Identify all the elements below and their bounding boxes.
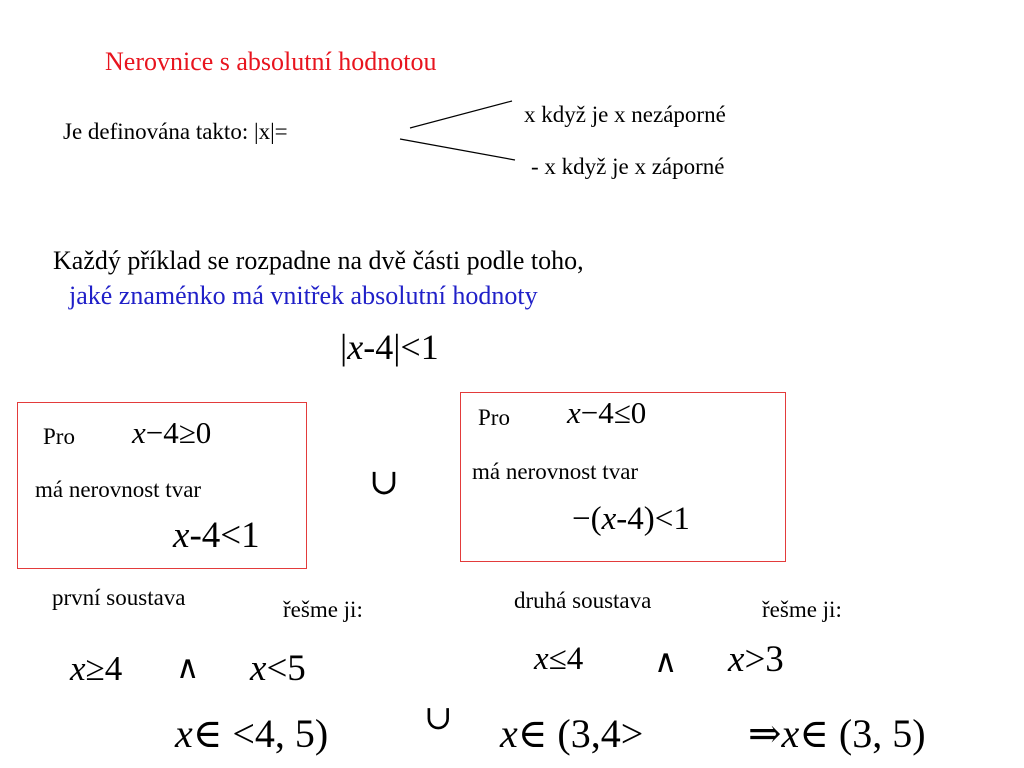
left-case-form-label: má nerovnost tvar [35,477,202,502]
definition-case-positive: x když je x nezáporné [524,102,726,127]
explanation-line1: Každý příklad se rozpadne na dvě části podle toho, [53,246,584,275]
left-case-pro: Pro [43,424,75,449]
left-case-inequality [173,517,260,554]
left-case-inequality-variable: x [173,515,190,556]
result-second-interval [500,711,644,756]
result-final-element-of: ∈ [799,711,829,756]
first-system-and-symbol: ∧ [176,649,200,685]
result-final [748,711,926,756]
first-system-label: první soustava [52,585,186,610]
second-system-b-rest: >3 [744,639,784,680]
second-system-a-variable: x [534,641,549,677]
right-case-pro: Pro [478,405,510,430]
second-system-b-variable: x [728,639,745,680]
second-system-label: druhá soustava [514,588,652,613]
right-case-inequality-variable: x [601,501,617,537]
result-final-interval-value: (3, 5) [838,711,926,756]
explanation-line2: jaké znaménko má vnitřek absolutní hodnoty [69,281,538,310]
second-system-solve-label: řešme ji: [762,597,842,622]
result-first-variable: x [175,711,193,756]
definition-case-negative: - x když je x záporné [531,154,725,179]
left-case-condition-variable: x [132,415,146,450]
left-case-inequality-rest: -4<1 [189,515,260,556]
left-case-condition-rest: −4≥0 [145,415,212,450]
main-inequality-bar: | [340,327,348,367]
first-system-b [250,650,306,687]
result-first-interval [175,711,329,756]
cases-union-symbol: ∪ [369,462,400,502]
page-title: Nerovnice s absolutní hodnotou [105,47,437,76]
second-system-b [728,641,784,678]
main-inequality-rest: -4|<1 [363,327,439,367]
left-case-condition [132,417,211,448]
result-second-variable: x [500,711,518,756]
result-first-interval-value: <4, 5) [232,711,329,756]
result-final-variable: x [781,711,800,756]
first-system-a-rest: ≥4 [85,649,123,688]
definition-lead: Je definována takto: |x|= [63,119,288,144]
first-system-b-rest: <5 [266,648,306,689]
second-system-a [534,643,583,676]
right-case-form-label: má nerovnost tvar [472,459,639,484]
first-system-solve-label: řešme ji: [283,597,363,622]
right-case-condition-rest: −4≤0 [580,395,647,430]
first-system-a-variable: x [70,649,86,688]
right-case-condition [567,397,646,428]
first-system-a [70,651,122,686]
result-second-element-of: ∈ [517,711,548,756]
right-case-inequality [572,503,690,536]
right-case-condition-variable: x [567,395,581,430]
second-system-a-rest: ≤4 [548,641,584,677]
result-implies-symbol: ⇒ [748,711,782,756]
result-union-symbol: ∪ [424,700,453,737]
right-case-inequality-rest: -4)<1 [616,501,690,537]
first-system-b-variable: x [250,648,267,689]
second-system-and-symbol: ∧ [654,643,678,679]
result-second-interval-value: (3,4> [557,711,644,756]
main-inequality [340,329,439,365]
result-first-element-of: ∈ [192,711,223,756]
main-inequality-variable: x [347,327,364,367]
right-case-inequality-prefix: −( [572,501,602,537]
